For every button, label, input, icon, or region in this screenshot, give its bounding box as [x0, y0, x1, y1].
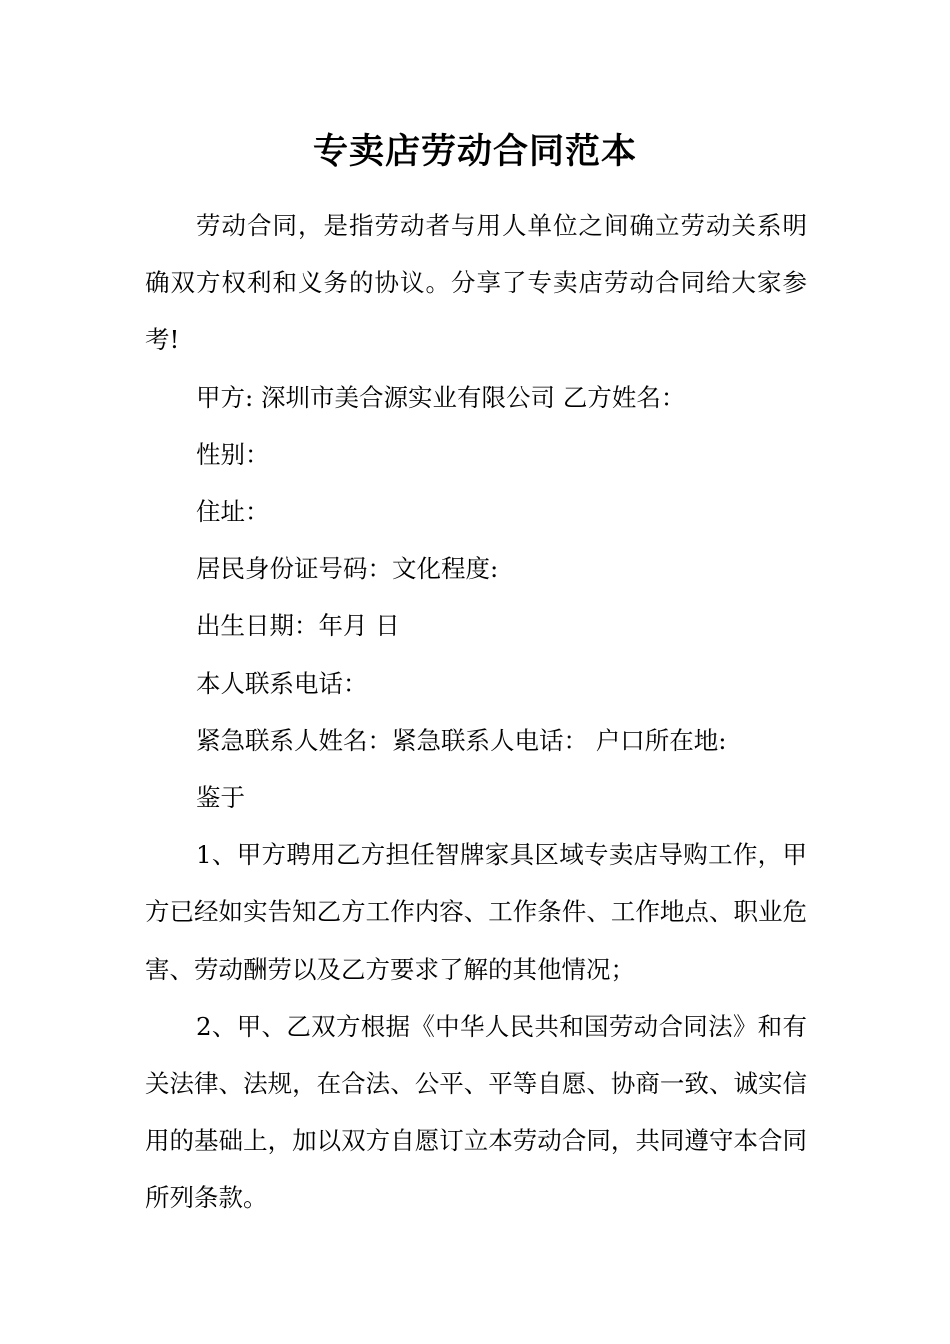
- gender-line: 性别：: [196, 439, 270, 469]
- emergency-contact-line: 紧急联系人姓名：紧急联系人电话： 户口所在地:: [196, 725, 727, 755]
- document-body: [145, 197, 807, 1227]
- phone-line: 本人联系电话：: [196, 668, 368, 698]
- id-education-line: 居民身份证号码：文化程度:: [196, 554, 499, 584]
- clause-1-paragraph: 1、甲方聘用乙方担任智牌家具区域专卖店导购工作，甲方已经如实告知乙方工作内容、工作条件、工作地点、职业危害、劳动酬劳以及乙方要求了解的其他情况；: [145, 840, 807, 984]
- whereas-line: 鉴于: [196, 783, 245, 813]
- intro-paragraph: 劳动合同，是指劳动者与用人单位之间确立劳动关系明确双方权利和义务的协议。分享了专卖店劳动合同给大家参考!: [145, 211, 807, 355]
- document-title: 专卖店劳动合同范本: [312, 131, 637, 172]
- birth-date-line: 出生日期：年月 日: [196, 611, 400, 641]
- clause-2-paragraph: 2、甲、乙双方根据《中华人民共和国劳动合同法》和有关法律、法规，在合法、公平、平等自愿、协商一致、诚实信用的基础上，加以双方自愿订立本劳动合同，共同遵守本合同所列条款。: [145, 1011, 807, 1213]
- address-line: 住址：: [196, 497, 270, 527]
- party-a-line: 甲方: 深圳市美合源实业有限公司 乙方姓名：: [196, 382, 686, 412]
